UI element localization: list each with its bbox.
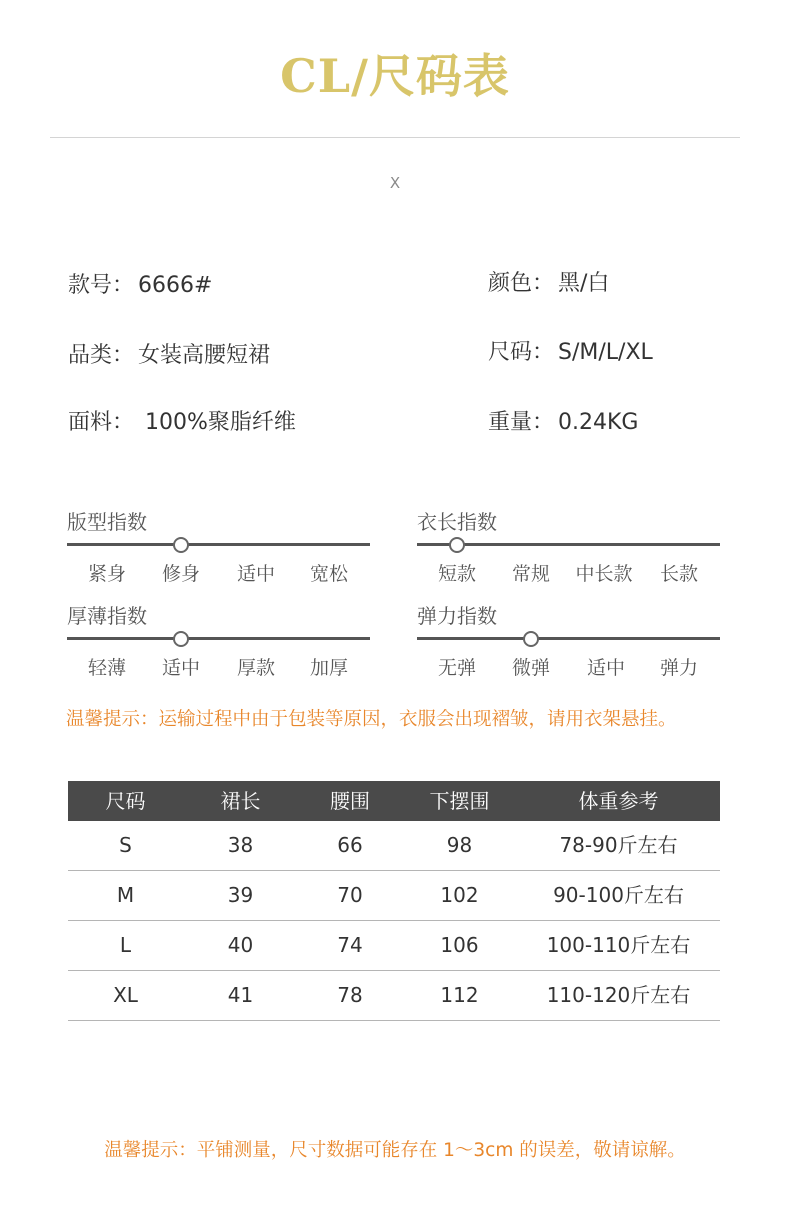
category-value: 女装高腰短裙 xyxy=(138,343,271,368)
cell-size: XL xyxy=(113,983,138,1007)
length-option: 短款 xyxy=(437,563,476,585)
fit-index xyxy=(67,506,372,586)
size-label: 尺码： xyxy=(488,340,555,365)
shipping-tip: 温馨提示：运输过程中由于包装等原因，衣服会出现褶皱，请用衣架悬挂。 xyxy=(66,709,677,730)
fabric-value: 100%聚脂纤维 xyxy=(138,410,296,435)
page-title: CL/尺码表 xyxy=(280,49,510,103)
table-row xyxy=(68,871,720,921)
weight-value: 0.24KG xyxy=(558,410,639,435)
cell-hem: 112 xyxy=(440,983,479,1007)
table-header xyxy=(68,781,720,821)
cell-weight-ref: 78-90斤左右 xyxy=(559,833,678,857)
header-weight-ref: 体重参考 xyxy=(578,789,659,813)
header-waist: 腰围 xyxy=(330,789,370,813)
category-info xyxy=(68,338,270,369)
thickness-index-track xyxy=(67,637,370,640)
size-info xyxy=(488,335,653,366)
elasticity-option: 弹力 xyxy=(659,657,698,679)
style-number xyxy=(68,268,212,299)
color-info xyxy=(488,266,609,297)
fit-option: 修身 xyxy=(161,563,200,585)
fabric-label: 面料： xyxy=(68,410,135,435)
cell-weight-ref: 90-100斤左右 xyxy=(553,883,684,907)
thickness-option: 厚款 xyxy=(236,657,275,679)
thickness-index-title: 厚薄指数 xyxy=(67,604,147,628)
cell-waist: 66 xyxy=(337,833,363,857)
cell-size: M xyxy=(116,883,135,907)
thickness-option: 轻薄 xyxy=(87,657,126,679)
fabric-info xyxy=(68,405,296,436)
length-option: 常规 xyxy=(511,563,550,585)
fit-index-marker xyxy=(173,537,189,553)
table-row xyxy=(68,821,720,871)
elasticity-option: 微弹 xyxy=(511,657,550,679)
cell-waist: 78 xyxy=(337,983,363,1007)
elasticity-index-title: 弹力指数 xyxy=(417,604,497,628)
title-divider xyxy=(50,137,740,138)
cell-skirt-length: 41 xyxy=(227,983,254,1007)
elasticity-option: 无弹 xyxy=(437,657,476,679)
header-size: 尺码 xyxy=(105,789,146,813)
length-option: 中长款 xyxy=(575,563,633,585)
measurement-tip: 温馨提示：平铺测量，尺寸数据可能存在 1～3cm 的误差，敬请谅解。 xyxy=(104,1140,686,1161)
elasticity-index xyxy=(417,600,722,680)
fit-index-track xyxy=(67,543,370,546)
size-value: S/M/L/XL xyxy=(558,340,653,365)
cell-waist: 74 xyxy=(337,933,363,957)
elasticity-option: 适中 xyxy=(586,657,625,679)
weight-label: 重量： xyxy=(488,410,555,435)
x-mark: X xyxy=(389,174,401,192)
fit-option: 适中 xyxy=(236,563,275,585)
table-row xyxy=(68,921,720,971)
cell-hem: 98 xyxy=(446,833,473,857)
length-index-marker xyxy=(449,537,465,553)
table-row xyxy=(68,971,720,1021)
fit-option: 紧身 xyxy=(87,563,126,585)
cell-skirt-length: 40 xyxy=(227,933,254,957)
color-value: 黑/白 xyxy=(558,271,610,296)
style-number-label: 款号： xyxy=(68,273,135,298)
style-number-value: 6666# xyxy=(138,273,213,298)
cell-weight-ref: 100-110斤左右 xyxy=(546,933,691,957)
header-skirt-length: 裙长 xyxy=(220,789,261,813)
cell-waist: 70 xyxy=(337,883,363,907)
elasticity-index-track xyxy=(417,637,720,640)
cell-weight-ref: 110-120斤左右 xyxy=(546,983,691,1007)
length-option: 长款 xyxy=(659,563,698,585)
fit-option: 宽松 xyxy=(309,563,348,585)
header-hem: 下摆围 xyxy=(429,789,490,813)
thickness-index-marker xyxy=(173,631,189,647)
size-table xyxy=(68,781,720,1021)
fit-index-title: 版型指数 xyxy=(67,510,147,534)
cell-size: S xyxy=(119,833,132,857)
thickness-index xyxy=(67,600,372,680)
color-label: 颜色： xyxy=(488,271,555,296)
thickness-option: 适中 xyxy=(161,657,200,679)
cell-size: L xyxy=(119,933,132,957)
length-index xyxy=(417,506,722,586)
cell-skirt-length: 38 xyxy=(227,833,254,857)
length-index-title: 衣长指数 xyxy=(417,510,497,534)
cell-hem: 102 xyxy=(440,883,479,907)
elasticity-index-marker xyxy=(523,631,539,647)
category-label: 品类： xyxy=(68,343,135,368)
weight-info xyxy=(488,405,638,436)
cell-hem: 106 xyxy=(440,933,479,957)
cell-skirt-length: 39 xyxy=(227,883,254,907)
thickness-option: 加厚 xyxy=(309,657,348,679)
